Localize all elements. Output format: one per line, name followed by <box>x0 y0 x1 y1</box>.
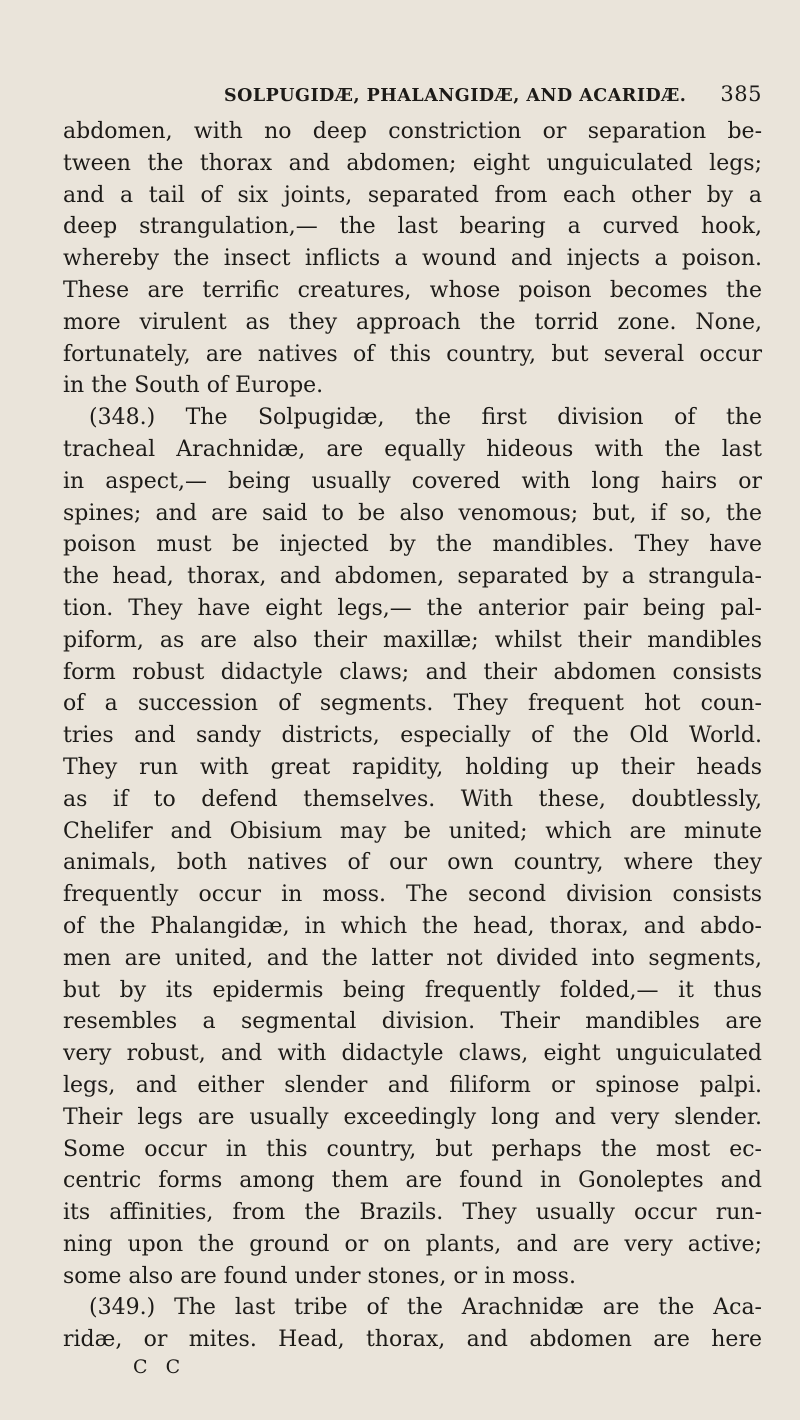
text-line: very robust, and with didactyle claws, eight unguiculated <box>63 1041 762 1067</box>
text-line: tween the thorax and abdomen; eight unguiculated legs; <box>63 150 762 176</box>
text-line: ridæ, or mites. Head, thorax, and abdomen are here <box>63 1327 762 1353</box>
text-line: of a succession of segments. They frequent hot coun- <box>63 691 762 717</box>
running-head <box>63 82 762 106</box>
text-line: animals, both natives of our own country, where they <box>63 850 762 876</box>
text-line: some also are found under stones, or in moss. <box>63 1263 576 1289</box>
text-line: tries and sandy districts, especially of the Old World. <box>63 723 762 749</box>
text-line: (348.) The Solpugidæ, the first division of the <box>89 405 762 431</box>
text-line: but by its epidermis being frequently folded,— it thus <box>63 977 762 1003</box>
text-line: (349.) The last tribe of the Arachnidæ are the Aca- <box>89 1295 762 1321</box>
text-line: in the South of Europe. <box>63 373 324 399</box>
text-line: spines; and are said to be also venomous; but, if so, the <box>63 500 762 526</box>
text-line: of the Phalangidæ, in which the head, thorax, and abdo- <box>63 913 762 939</box>
text-line: Their legs are usually exceedingly long and very slender. <box>63 1104 762 1130</box>
text-line: more virulent as they approach the torrid zone. None, <box>63 309 762 335</box>
text-line: form robust didactyle claws; and their abdomen consists <box>63 659 762 685</box>
text-line: centric forms among them are found in Gonoleptes and <box>63 1168 762 1194</box>
text-line: piform, as are also their maxillæ; whilst their mandibles <box>63 627 762 653</box>
text-line: ning upon the ground or on plants, and are very active; <box>63 1231 762 1257</box>
text-line: and a tail of six joints, separated from each other by a <box>63 182 762 208</box>
text-line: in aspect,— being usually covered with long hairs or <box>63 468 762 494</box>
body-text <box>63 116 762 1356</box>
text-line: frequently occur in moss. The second division consists <box>63 882 762 908</box>
text-line: poison must be injected by the mandibles. They have <box>63 532 762 558</box>
text-line: abdomen, with no deep constriction or separation be- <box>63 119 762 144</box>
text-line: fortunately, are natives of this country, but several occur <box>63 341 762 367</box>
page-number: 385 <box>720 82 762 106</box>
text-line: deep strangulation,— the last bearing a curved hook, <box>63 214 762 240</box>
text-line: its affinities, from the Brazils. They usually occur run- <box>63 1200 762 1226</box>
signature-mark: C C <box>133 1356 187 1379</box>
text-line: the head, thorax, and abdomen, separated by a strangula- <box>63 564 762 590</box>
text-line: legs, and either slender and filiform or spinose palpi. <box>63 1072 762 1098</box>
text-line: Some occur in this country, but perhaps the most ec- <box>63 1136 762 1162</box>
text-line: tion. They have eight legs,— the anterior pair being pal- <box>63 595 762 621</box>
text-line: resembles a segmental division. Their mandibles are <box>63 1009 762 1035</box>
text-line: whereby the insect inflicts a wound and injects a poison. <box>63 246 762 272</box>
text-line: These are terrific creatures, whose poison becomes the <box>63 277 762 303</box>
text-line: Chelifer and Obisium may be united; which are minute <box>63 818 762 844</box>
running-head-title: SOLPUGIDÆ, PHALANGIDÆ, AND ACARIDÆ. <box>223 86 687 106</box>
text-line: They run with great rapidity, holding up their heads <box>63 754 762 780</box>
text-line: tracheal Arachnidæ, are equally hideous with the last <box>63 436 762 462</box>
text-line: as if to defend themselves. With these, doubtlessly, <box>63 786 762 812</box>
text-line: men are united, and the latter not divided into segments, <box>63 945 762 971</box>
